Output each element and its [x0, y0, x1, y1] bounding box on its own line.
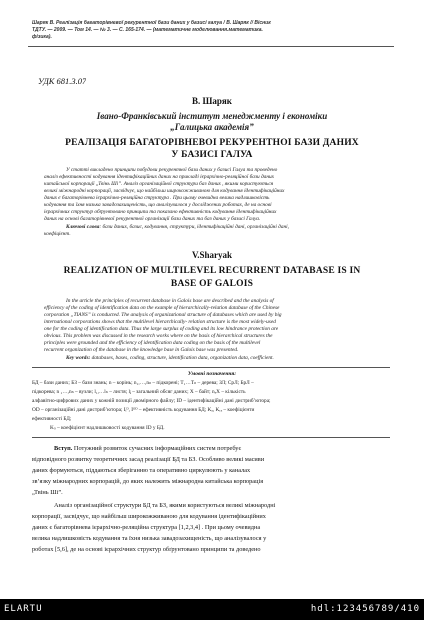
abstract-en-line: efficiency of the coding of identification data on the example of hierarchically-relation database of the Chinese	[44, 305, 280, 311]
abstract-en-line: principles were grounded and the efficiency of identification data coding on the basis of the multilevel	[44, 340, 261, 346]
header-rule	[28, 46, 394, 47]
intro-heading: Вступ.	[54, 445, 73, 452]
body-line: „Твінь Ші”.	[32, 489, 63, 496]
keywords-ua-cont: коефіцієнт.	[44, 231, 71, 237]
notation-heading: Умовні позначення:	[187, 371, 237, 377]
notation-line: алфавітно-цифрових даних у кожній позиції двомірного файлу; ID – ідентифікаційні дані дистриб’юторa;	[32, 398, 271, 404]
body-line: Аналіз організаційної структури БД та БЗ, якими користуються великі міжнародні	[54, 502, 276, 509]
abstract-ua-line: великі міжнародні корпорації, засвідчує, що найбільш широкожживаною для кодування ідентифікаційних	[44, 188, 285, 194]
abstract-en-line: international corporations shows that the multilevel hierarchically- relation structure is the most widely-used	[44, 319, 276, 325]
body-line: роботах [5,6], де на основі ієрархічних структур обґрунтовано принципи та доведено	[32, 546, 261, 553]
status-left-label: ELARTU	[4, 604, 43, 614]
keywords-en-text: databases, bases, coding, structure, identification data, organization data, coefficient.	[90, 355, 274, 361]
body-line: корпорації, засвідчує, що найбільш широкожживаною для кодування ідентифікаційних	[32, 513, 266, 520]
abstract-ua-line: ієрархічних структур обґрунтовано принципи та показано ефективність кодування ідентифікаційних	[44, 209, 277, 215]
keywords-en-label: Key words:	[66, 355, 91, 361]
section-rule	[32, 437, 390, 438]
abstract-ua-line: аналіз ефективності кодування ідентифікаційних даних на прикладі ієрархічно-реляційної бази даних	[44, 174, 274, 180]
title-en-line-1: REALIZATION OF MULTILEVEL RECURRENT DATABASE IS IN	[63, 266, 361, 276]
notation-line: Kₛ – коефіцієнт надлишковості кодування ID у БД.	[50, 425, 165, 431]
body-text: Потужний розвиток сучасних інформаційних систем потребує	[72, 445, 242, 452]
keywords-ua-label: Ключові слова	[66, 224, 100, 230]
abstract-en-line: one for the coding of identification data. Thus the large surplus of coding and its low hindrance protection are	[44, 326, 279, 332]
title-ua-line-2: У БАЗИСІ ГАЛУА	[171, 150, 253, 160]
abstract-en-line: recurrent organization of the database in the knowledge base in Galois base was presented.	[44, 347, 239, 353]
abstract-ua-line: кодування та їхня низька завадозахищеність, що аналізувалося у досліджених роботах, де на основі	[44, 202, 272, 208]
handle-id: hdl:123456789/410	[310, 604, 420, 614]
body-line: даних формуються, піддаються зберіганню та оперативно циркулюють у каналах	[32, 467, 251, 474]
abstract-en-line: obvious. This problem was discussed in the research works where on the basis of hierarchical structures the	[44, 333, 273, 339]
abstract-en-line: In the article the principles of recurrent database in Galois base are described and the analysis of	[66, 298, 274, 304]
author-en: V.Sharyak	[191, 250, 233, 260]
notation-line: ефективності БД;	[32, 416, 72, 422]
header-line-1: Шаряк В. Реалізація багаторівневої рекурентної бази даних у базисі галуа / В. Шаряк // Вісник	[32, 20, 271, 26]
keywords-ua-text: : бази даних, базис, кодування, структури, ідентифікаційні дані, організаційні дані,	[99, 224, 289, 230]
abstract-ua-line: даних є багаторівнева ієрархічно-реляційна структура . При цьому очевидна велика надлишковість	[44, 195, 270, 201]
section-rule	[32, 367, 390, 368]
header-line-2: ТДТУ. — 2009. — Том 14. — № 3. — С. 165-174. — (математичне моделювання.математика.	[32, 27, 263, 33]
institute-line-1: Івано-Франківський інститут менеджменту і економіки	[96, 111, 328, 121]
title-en-line-2: BASE OF GALOIS	[170, 279, 254, 289]
body-para1-first	[54, 445, 394, 452]
notation-line: підкорева; n ₁…,nₙ – вузли; l₁,…lₙ – листя; lⱼ – загальний обсяг даних; X – байт; nₓX – кількість	[32, 389, 246, 395]
body-line: зв’язку міжнародних корпорацій, до яких належить міжнародна китайська корпорація	[32, 478, 264, 485]
keywords-ua	[66, 224, 384, 230]
abstract-ua-line: китайської корпорації „Твінь Ші”. Аналіз організаційної структури баз даних , якими користуються	[44, 181, 274, 187]
keywords-en	[66, 355, 384, 361]
body-line: велика надлишковість кодування та їхня низька завадозахищеність, що аналізувалося у	[32, 535, 267, 542]
status-bar	[0, 599, 424, 620]
abstract-en-line: corporation „TIANS” is conducted. The analysis of organizational structure of databases which are used by big	[44, 312, 282, 318]
header-line-3: фізика).	[32, 34, 52, 40]
abstract-ua-line: У статті викладено принципи побудови рекурентної бази даних у базисі Галуа та проведено	[66, 167, 278, 173]
body-line: даних є багаторівнева ієрархічно-реляційна структура [1,2,3,4] . При цьому очевидна	[32, 524, 261, 531]
abstract-ua-line: даних на основі багаторівневої рекурентної організації бази даних та баз даних у базисі Галуа.	[44, 216, 261, 222]
author-ua: В. Шаряк	[192, 96, 232, 106]
institute-line-2: „Галицька академія”	[170, 122, 254, 132]
udk-code: УДК 681.3.07	[38, 76, 87, 86]
notation-line: БД – бази даних; БЗ – бази знань; n – корінь; n₁,…,nₙ – підкорені; T₁…Tₙ – дерева; ЗЛ; СрЛ; БрЛ –	[32, 380, 254, 386]
notation-line: OD – організаційні дані дистриб’юторa; Iᵢᴰ, Iᴼᴰ – ефективність кодування БД; Kₓ, Kᵣₓ – коефіцієнти	[32, 407, 255, 413]
body-line: відповідного розвитку теоретичних засад реалізації БД та БЗ. Особливо великі масиви	[32, 456, 265, 463]
title-ua-line-1: РЕАЛІЗАЦІЯ БАГАТОРІВНЕВОЇ РЕКУРЕНТНОЇ БАЗИ ДАНИХ	[65, 138, 359, 148]
